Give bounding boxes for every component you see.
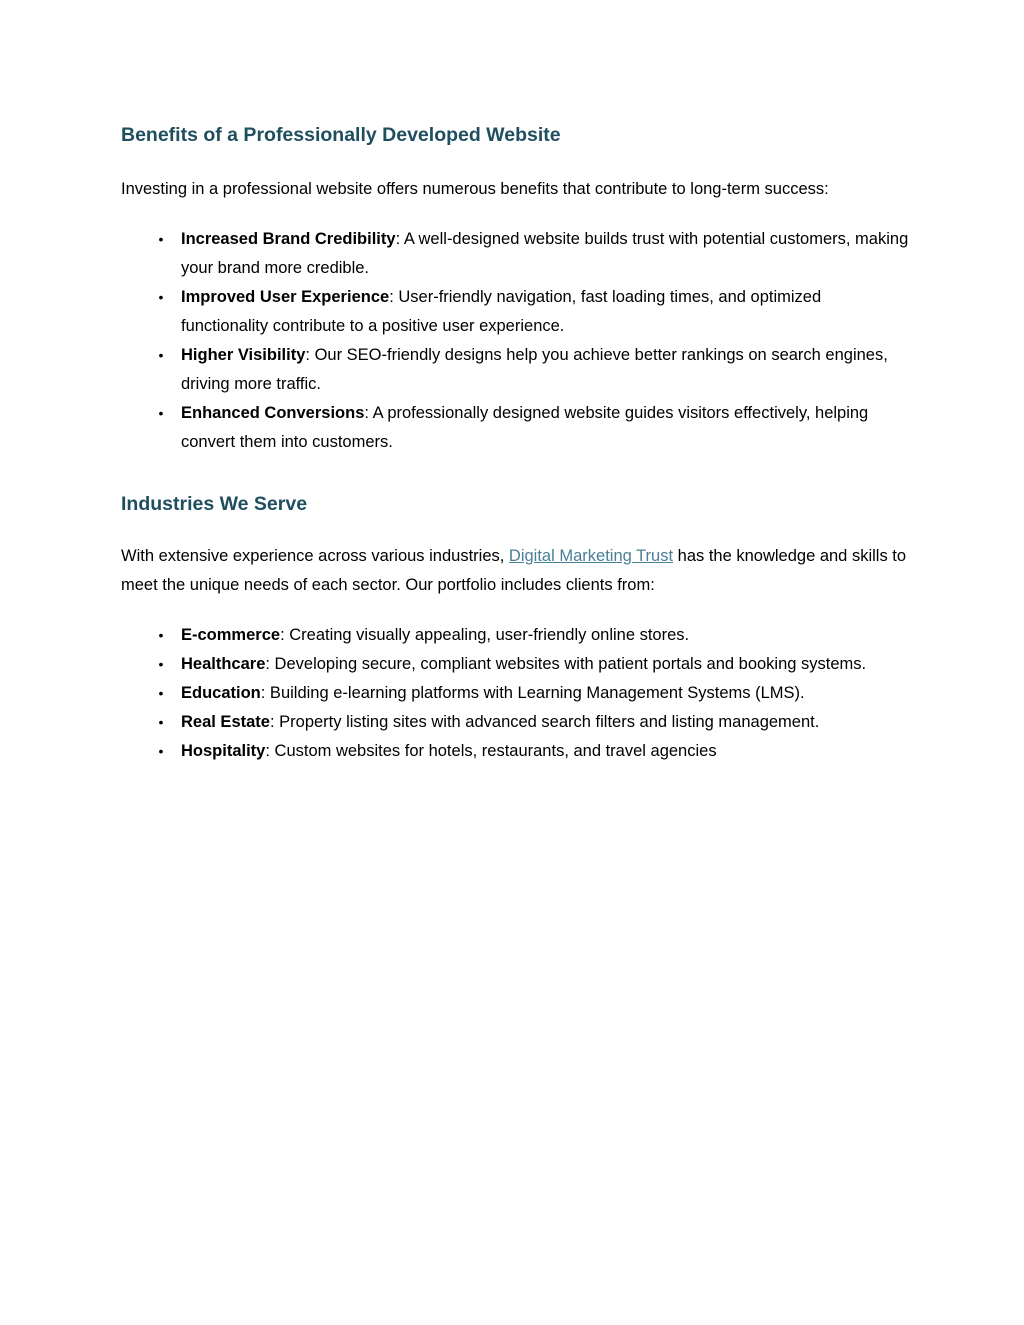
bullet-icon: • — [158, 627, 164, 643]
bullet-icon: • — [158, 405, 164, 421]
industries-list — [121, 621, 911, 766]
item-term: E-commerce — [181, 626, 281, 644]
item-term: Enhanced Conversions — [181, 404, 365, 422]
bullet-icon: • — [158, 685, 164, 701]
item-term: Healthcare — [181, 655, 266, 673]
item-text: : User-friendly navigation, fast loading times, and optimized functionality contribute to a positive user experience. — [181, 288, 822, 335]
item-text: : Property listing sites with advanced search filters and listing management. — [269, 713, 820, 731]
list-item — [121, 283, 911, 341]
bullet-icon: • — [158, 347, 164, 363]
item-text: : A well-designed website builds trust with potential customers, making your brand more credible. — [181, 230, 909, 277]
item-term: Education — [181, 684, 261, 702]
bullet-icon: • — [158, 289, 164, 305]
list-item — [121, 679, 911, 708]
item-term: Increased Brand Credibility — [181, 230, 396, 248]
industries-heading: Industries We Serve — [121, 493, 308, 515]
document-page — [121, 118, 911, 766]
list-item — [121, 399, 911, 457]
item-text: : Our SEO-friendly designs help you achieve better rankings on search engines, driving more traffic. — [181, 346, 888, 393]
item-term: Hospitality — [181, 742, 266, 760]
benefits-heading: Benefits of a Professionally Developed Website — [121, 124, 561, 146]
item-text: : Custom websites for hotels, restaurants, and travel agencies — [265, 742, 717, 760]
bullet-icon: • — [158, 231, 164, 247]
item-text: : Creating visually appealing, user-friendly online stores. — [280, 626, 690, 644]
benefits-intro: Investing in a professional website offers numerous benefits that contribute to long-term success: — [121, 180, 829, 198]
digital-marketing-trust-link[interactable]: Digital Marketing Trust — [508, 547, 674, 565]
bullet-icon: • — [158, 656, 164, 672]
bullet-icon: • — [158, 743, 164, 759]
item-text: : A professionally designed website guides visitors effectively, helping convert them into customers. — [181, 404, 869, 451]
list-item — [121, 225, 911, 283]
list-item — [121, 708, 911, 737]
list-item — [121, 737, 911, 766]
item-term: Real Estate — [181, 713, 270, 731]
list-item — [121, 621, 911, 650]
intro-after-text: has the knowledge and skills to meet the unique needs of each sector. Our portfolio includes clients from: — [121, 547, 907, 594]
bullet-icon: • — [158, 714, 164, 730]
list-item — [121, 341, 911, 399]
intro-before-text: With extensive experience across various industries, — [121, 547, 509, 565]
industries-intro — [121, 542, 911, 600]
list-item — [121, 650, 911, 679]
benefits-list — [121, 225, 911, 457]
item-term: Higher Visibility — [181, 346, 306, 364]
item-text: : Building e-learning platforms with Learning Management Systems (LMS). — [260, 684, 805, 702]
item-term: Improved User Experience — [181, 288, 390, 306]
item-text: : Developing secure, compliant websites with patient portals and booking systems. — [265, 655, 867, 673]
